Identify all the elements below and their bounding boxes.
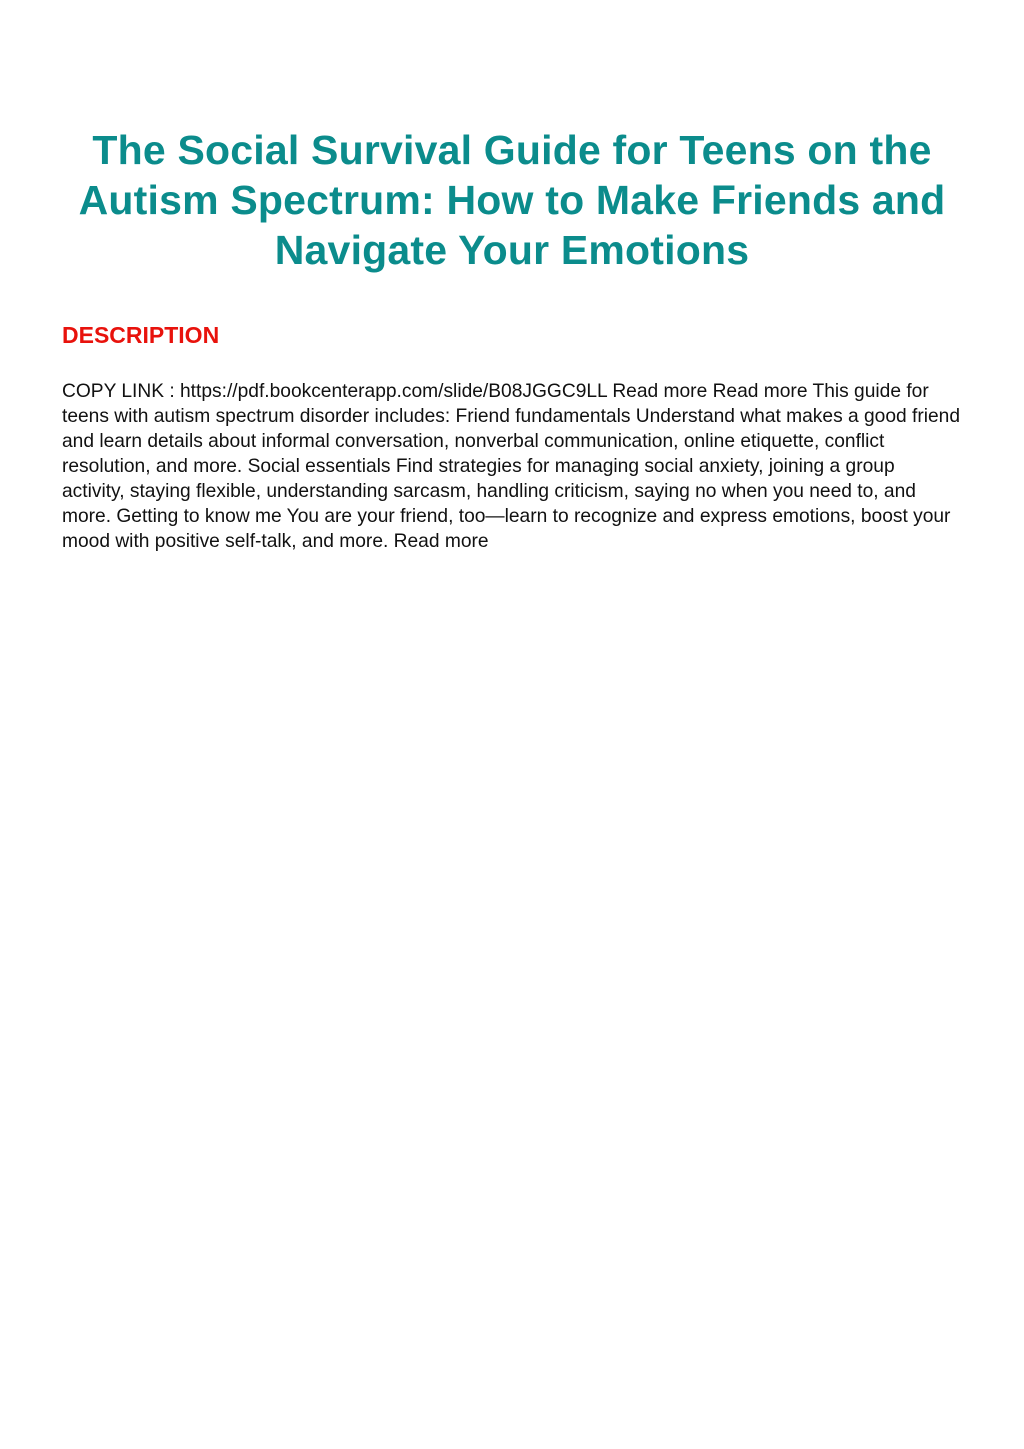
document-title: The Social Survival Guide for Teens on the Autism Spectrum: How to Make Friends and Navigate Your Emotions (78, 127, 946, 273)
description-heading: DESCRIPTION (62, 322, 220, 348)
description-text: COPY LINK : https://pdf.bookcenterapp.com/slide/B08JGGC9LL Read more Read more This guide for teens with autism spectrum disorder includes: Friend fundamentals Understand what makes a good friend and learn details about informal conversation, nonverbal communication, online etiquette, conflict resolution, and more. Social essentials Find strategies for managing social anxiety, joining a group activity, staying flexible, understanding sarcasm, handling criticism, saying no when you need to, and more. Getting to know me You are your friend, too—learn to recognize and express emotions, boost your mood with positive self-talk, and more. Read more (62, 381, 961, 552)
